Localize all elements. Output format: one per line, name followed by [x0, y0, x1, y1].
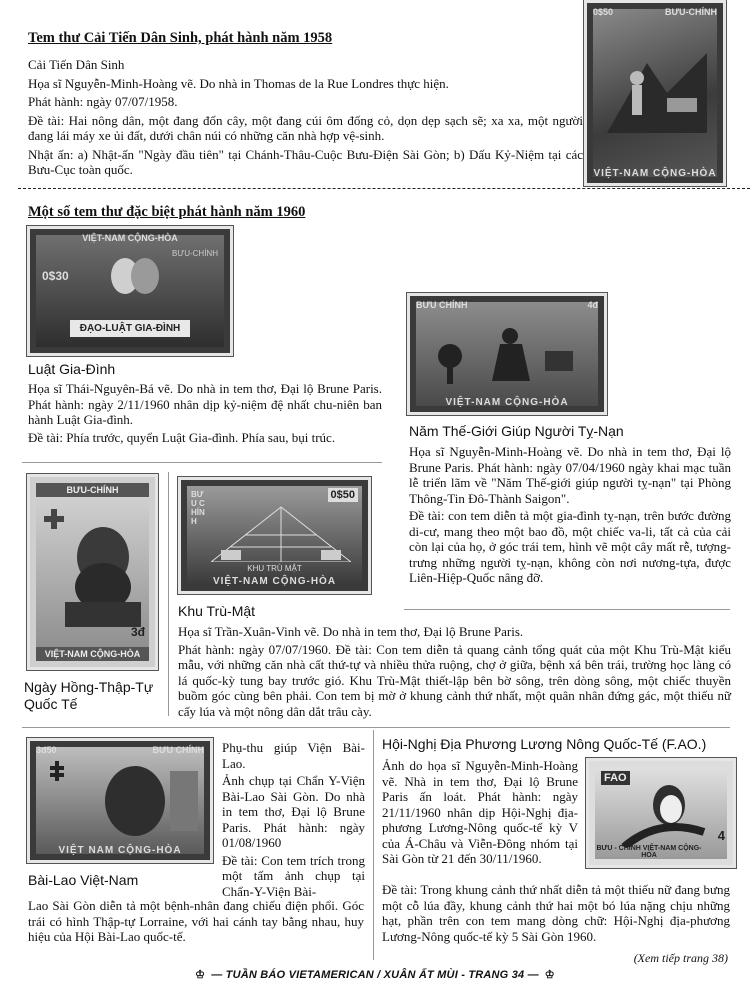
tynan-body: [409, 444, 731, 586]
luat-release: Họa sĩ Thái-Nguyên-Bá vẽ. Do nhà in tem thơ, Đại lộ Brune Paris. Phát hành: ngày 2/11/1960 nhân dịp kỷ-niệm đệ nhất chu-niên ban hành Luật Gia-đình.: [28, 381, 382, 427]
stamp-top-text: VIỆT-NAM CỘNG-HÒA: [82, 233, 178, 243]
woman-with-rice-illustration: [619, 777, 709, 847]
stamp-khu-tru-mat: [178, 477, 371, 594]
section-heading-1958: Tem thư Cải Tiến Dân Sinh, phát hành năm 1958: [28, 30, 333, 46]
stamp-top-text: BƯU-CHÍNH: [665, 7, 717, 17]
stamp-country-text: VIỆT-NAM CỘNG-HÒA: [212, 576, 337, 587]
stamp-value: 4đ: [587, 300, 598, 310]
stamp-sub-text: KHU TRÙ MẬT: [247, 564, 302, 573]
portrait-illustration: [55, 517, 145, 627]
stamp-bai-lao: [27, 738, 213, 863]
stamp-fao: [586, 758, 736, 868]
divider: [404, 609, 730, 610]
stamp-value: 0$50: [328, 488, 358, 502]
dog-right-icon: ♔: [544, 969, 555, 981]
bailao-surcharge: Phụ-thu giúp Viện Bài-Lao.: [222, 740, 365, 771]
bailao-release: Ảnh chụp tại Chẩn Y-Viện Bài-Lao Sài Gòn. Do nhà in tem thơ, Đại lộ Brune Paris. Phát hành: ngày 01/08/1960: [222, 773, 365, 850]
section-1958-body: [28, 57, 583, 178]
stamp-top-text: BƯU-CHÍNH: [36, 483, 149, 497]
khutru-body: [178, 624, 731, 719]
divider: [22, 727, 730, 728]
tynan-subject: Đề tài: con tem diễn tả một gia-đình tỵ-nạn, trên bước đường di-cư, mang theo một bao đồ, một chiếc va-li, tất cả của cải còn lại của họ, ở góc trái tem, hình vẽ một cây mất rễ, tượng-trưng những người tỵ-nạn, không còn nơi nương-tựa, được Liên-Hiệp-Quốc nâng đỡ.: [409, 508, 731, 585]
luat-subject: Đề tài: Phía trước, quyển Luật Gia-đình. Phía sau, bụi trúc.: [28, 429, 336, 445]
stamp-red-cross: [27, 474, 158, 670]
refugee-family-illustration: [430, 316, 590, 386]
section-heading-1960: Một số tem thư đặc biệt phát hành năm 1960: [28, 204, 306, 220]
stamp-luat-gia-dinh: [27, 226, 233, 356]
stamp-value: 3đ50: [36, 745, 57, 755]
stamp-value: 4: [717, 828, 725, 843]
stamp-top-text: FAO: [601, 771, 630, 785]
tynan-title: Năm Thế-Giới Giúp Người Tỵ-Nạn: [409, 423, 624, 439]
stamp-country-text: VIỆT-NAM CỘNG-HÒA: [593, 168, 717, 179]
stamp-top-text: BƯU CHÍNH: [416, 300, 468, 310]
luat-title: Luật Gia-Đình: [28, 361, 116, 377]
release-line: Phát hành: ngày 07/07/1958.: [28, 94, 178, 109]
column-divider: [168, 472, 169, 716]
bailao-bottom: Lao Sài Gòn diễn tả một bệnh-nhân đang chiếu điện phổi. Góc trái có hình Thập-tự Lorraine, với hai cánh tay bằng nhau, huy hiệu của Hội Bài-Lao quốc-tế.: [28, 898, 364, 944]
stamp-name: Cải Tiến Dân Sinh: [28, 57, 125, 72]
postmark-line: Nhật ấn: a) Nhật-ấn "Ngày đầu tiên" tại Chánh-Thâu-Cuộc Bưu-Điện Sài Gòn; b) Dấu Kỷ-Niệm tại các Bưu-Cục toàn quốc.: [28, 146, 583, 177]
faces-illustration: [100, 251, 170, 301]
continued-note: (Xem tiếp trang 38): [633, 951, 728, 965]
fao-title: Hội-Nghị Địa Phương Lương Nông Quốc-Tế (F.AO.): [382, 736, 707, 752]
tynan-release: Họa sĩ Nguyễn-Minh-Hoàng vẽ. Do nhà in tem thơ, Đại lộ Brune Paris. Phát hành: ngày 07/04/1960 ngày khai mạc tuần lễ triển lãm về "Năm Thế-giới giúp người tỵ-nạn" tại Phòng Thông-Tin Đô-Thành Saigon".: [409, 444, 731, 506]
stamp-value: 0$30: [42, 269, 69, 283]
fao-bottom: Đề tài: Trong khung cảnh thứ nhất diễn tả một thiếu nữ đang bưng một cỗ lúa đầy, khung cảnh thứ hai một bó lúa nặng chịu những hạt, phần trên con tem mang dòng chữ: Hội-Nghị địa-phương Lương-Nông quốc-tế kỳ 5 Sài Gòn 1960.: [382, 882, 730, 944]
bailao-title: Bài-Lao Việt-Nam: [28, 872, 139, 888]
stamp-country-text: BƯU - CHÍNH VIỆT-NAM CỘNG-HÒA: [596, 845, 702, 859]
fao-side: Ảnh do họa sĩ Nguyễn-Minh-Hoàng vẽ. Nhà in tem thơ, Đại lộ Brune Paris ấn loát. Phát hành: ngày 21/11/1960 nhân dịp Hội-Nghị địa-phương Lương-Nông quốc-tế kỳ V của Á-Châu và Viễn-Đông nhóm tại Sài Gòn từ 21 đến 30/11/1960.: [382, 758, 578, 866]
stamp-value: 3đ: [130, 625, 145, 639]
stamp-side-text: BƯU CHÍNH: [191, 490, 205, 526]
subject-line: Đề tài: Hai nông dân, một đang đốn cây, một đang cúi ôm đống cỏ, dọn dẹp sạch sẽ; xa xa, một người đang lái máy xe ủi đất, dưới chân núi có những căn nhà hợp vệ-sinh.: [28, 112, 583, 143]
stamp-country-text: VIỆT-NAM CỘNG-HÒA: [445, 397, 569, 408]
khutru-title: Khu Trù-Mật: [178, 603, 256, 619]
artist-line: Họa sĩ Nguyễn-Minh-Hoàng vẽ. Do nhà in Thomas de la Rue Londres thực hiện.: [28, 75, 449, 91]
stamp-refugee-year: [407, 293, 607, 415]
khutru-subject: Phát hành: ngày 07/07/1960. Đề tài: Con tem diễn tả quang cảnh tổng quát của một Khu Trù-Mật kiểu mẫu, với những căn nhà cất thứ-tự và nhiều thửa ruộng, chợ ở giữa, bệnh xá bên trái, trường học làng có lá quốc-kỳ tung bay trước gió. Khu Trù-Mật thiết-lập bên bờ sông, trên dòng sông, một chiếc thuyền buồm góc cùng bên phải. Con tem bị mờ ở khung cảnh thứ nhất, một quân nhân đứng gác, một thiếu nữ cấy lúa và một nông dân dắt trâu cày.: [178, 641, 731, 719]
dog-left-icon: ♔: [195, 969, 206, 981]
farmers-illustration: [607, 43, 707, 133]
bailao-side: [222, 740, 365, 899]
column-divider: [373, 730, 374, 960]
stamp-top-text: BƯU CHÍNH: [152, 745, 204, 755]
khutru-artist: Họa sĩ Trần-Xuân-Vinh vẽ. Do nhà in tem thơ, Đại lộ Brune Paris.: [178, 624, 524, 639]
hongthap-title: Ngày Hồng-Thập-Tự Quốc Tế: [24, 679, 154, 712]
footer-text: — TUẦN BÁO VIETAMERICAN / XUÂN ẤT MÙI - TRANG 34 —: [211, 969, 539, 981]
section-divider: [18, 188, 750, 189]
stamp-sub-text: BƯU-CHÍNH: [172, 249, 218, 258]
xray-illustration: [45, 761, 205, 836]
luat-body: [28, 381, 382, 445]
page-footer: [0, 968, 750, 981]
bailao-subject: Đề tài: Con tem trích trong một tấm ảnh chụp tại Chẩn-Y-Viện Bài-: [222, 852, 365, 899]
village-illustration: [211, 502, 351, 562]
stamp-country-text: VIỆT NAM CỘNG-HÒA: [58, 845, 182, 856]
divider: [22, 462, 382, 463]
stamp-cai-tien-dan-sinh: [584, 0, 726, 186]
stamp-book-label: ĐẠO-LUẬT GIA-ĐÌNH: [70, 320, 190, 337]
stamp-value: 0$50: [593, 7, 614, 17]
stamp-country-text: VIỆT-NAM CỘNG-HÒA: [36, 647, 149, 661]
